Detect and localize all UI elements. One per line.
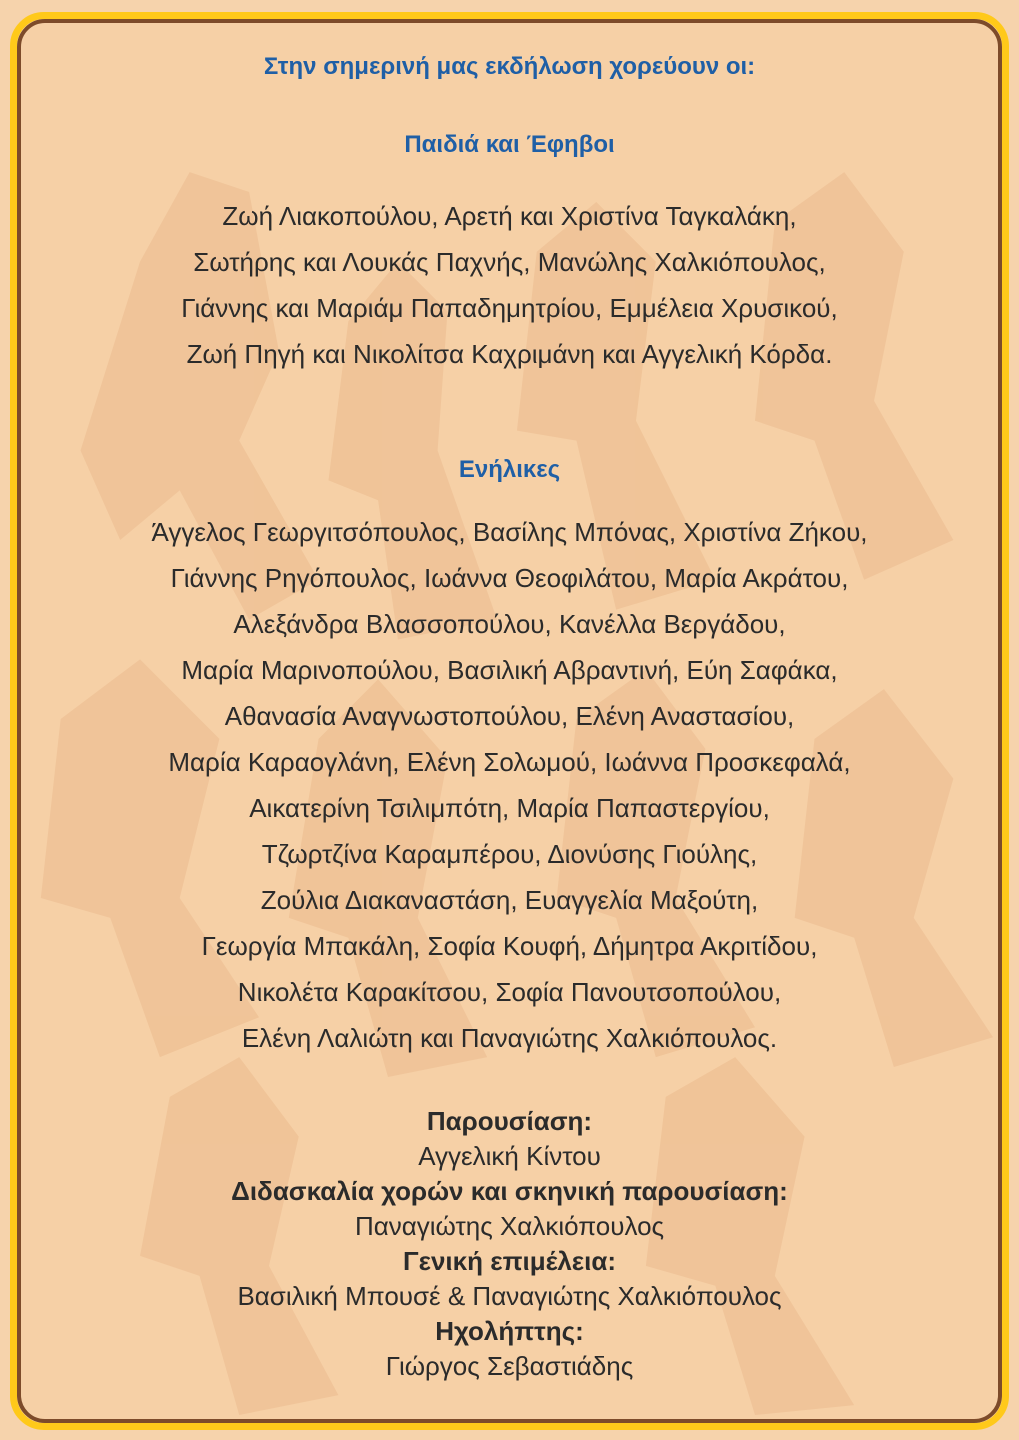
kids-name-line: Ζωή Λιακοπούλου, Αρετή και Χριστίνα Ταγκαλάκη, (222, 201, 797, 231)
credit-value-sound-engineer: Γιώργος Σεβαστιάδης (385, 1351, 634, 1381)
adults-name-line: Αλεξάνδρα Βλασσοπούλου, Κανέλλα Βεργάδου, (233, 609, 786, 639)
credit-value-presentation: Αγγελική Κίντου (418, 1141, 601, 1171)
adults-name-line: Νικολέτα Καρακίτσου, Σοφία Πανουτσοπούλου, (237, 977, 782, 1007)
credit-label-presentation: Παρουσίαση: (426, 1106, 593, 1136)
adults-name-line: Άγγελος Γεωργιτσόπουλος, Βασίλης Μπόνας, Χριστίνα Ζήκου, (151, 517, 868, 547)
adults-name-line: Γιάννης Ρηγόπουλος, Ιωάννα Θεοφιλάτου, Μαρία Ακράτου, (170, 563, 849, 593)
adults-names-list (21, 509, 998, 1061)
kids-name-line: Σωτήρης και Λουκάς Παχνής, Μανώλης Χαλκιόπουλος, (193, 247, 826, 277)
kids-names-list (21, 193, 998, 377)
adults-name-line: Γεωργία Μπακάλη, Σοφία Κουφή, Δήμητρα Ακριτίδου, (201, 931, 818, 961)
adults-name-line: Τζωρτζίνα Καραμπέρου, Διονύσης Γιούλης, (261, 839, 758, 869)
section-heading-kids: Παιδιά και Έφηβοι (404, 131, 615, 158)
adults-name-line: Ζούλια Διακαναστάση, Ευαγγελία Μαξούτη, (260, 885, 759, 915)
credit-value-general-editing: Βασιλική Μπουσέ & Παναγιώτης Χαλκιόπουλος (237, 1281, 782, 1311)
kids-name-line: Ζωή Πηγή και Νικολίτσα Καχριμάνη και Αγγελική Κόρδα. (186, 339, 833, 369)
credit-label-general-editing: Γενική επιμέλεια: (402, 1246, 617, 1276)
credit-label-choreography: Διδασκαλία χορών και σκηνική παρουσίαση: (231, 1176, 788, 1206)
credit-value-choreography: Παναγιώτης Χαλκιόπουλος (354, 1211, 665, 1241)
adults-name-line: Ελένη Λαλιώτη και Παναγιώτης Χαλκιόπουλος. (241, 1023, 778, 1053)
credit-label-sound-engineer: Ηχολήπτης: (435, 1316, 584, 1346)
adults-name-line: Αθανασία Αναγνωστοπούλου, Ελένη Αναστασίου, (224, 701, 795, 731)
adults-name-line: Μαρία Καραογλάνη, Ελένη Σολωμού, Ιωάννα Προσκεφαλά, (168, 747, 851, 777)
credits-block (21, 1104, 998, 1384)
adults-name-line: Αικατερίνη Τσιλιμπότη, Μαρία Παπαστεργίου, (249, 793, 770, 823)
page-title: Στην σημερινή μας εκδήλωση χορεύουν οι: (263, 53, 756, 80)
section-heading-adults: Ενήλικες (458, 456, 561, 483)
kids-name-line: Γιάννης και Μαριάμ Παπαδημητρίου, Εμμέλεια Χρυσικού, (181, 293, 838, 323)
adults-name-line: Μαρία Μαρινοπούλου, Βασιλική Αβραντινή, Εύη Σαφάκα, (181, 655, 838, 685)
